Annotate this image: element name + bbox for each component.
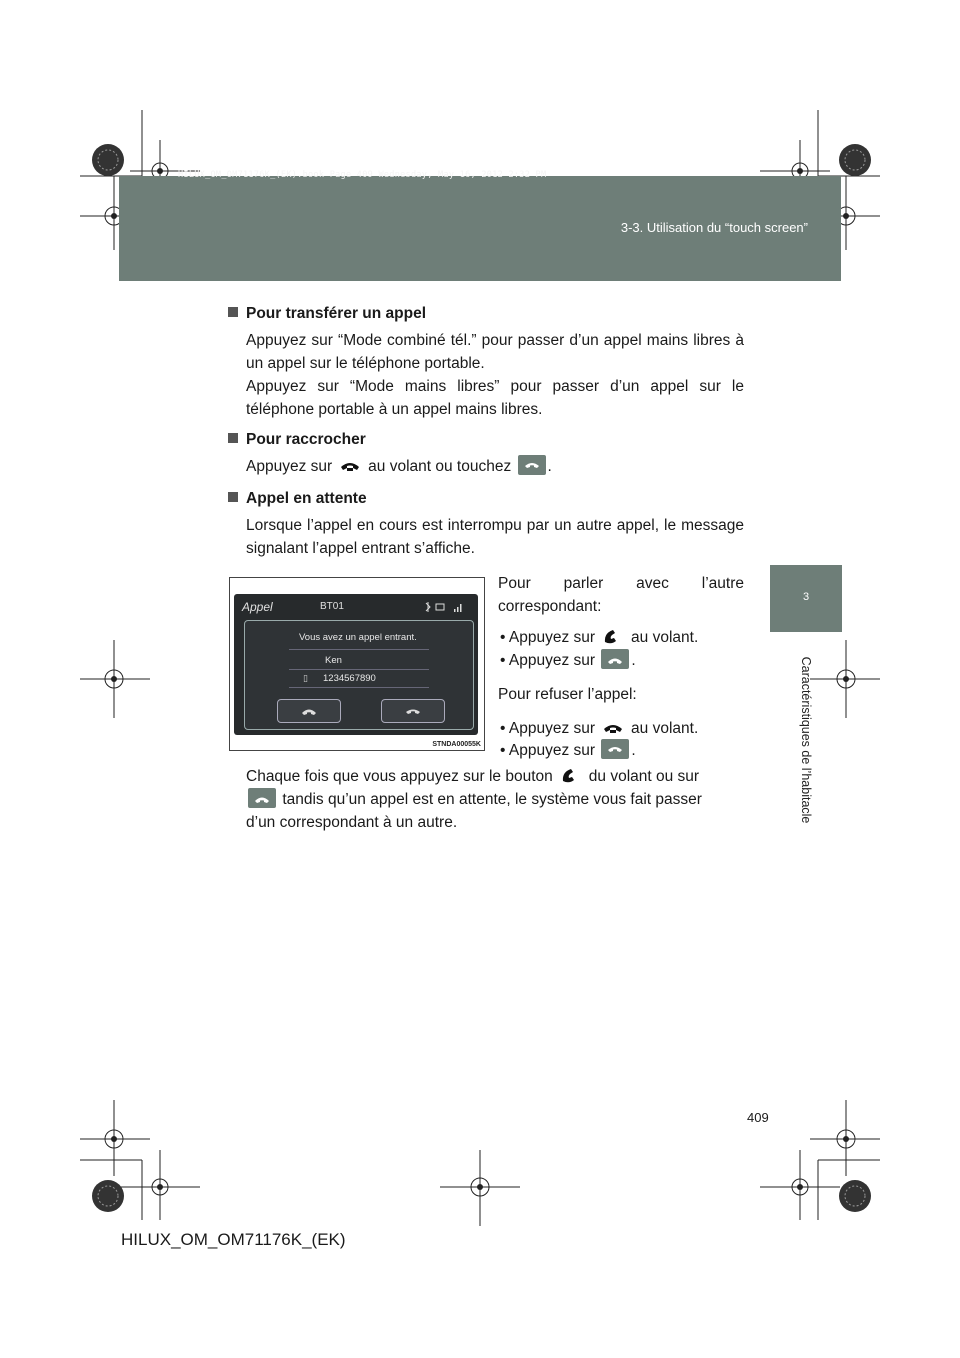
bullet-square-icon: [228, 433, 238, 443]
signal-icon: [424, 602, 464, 612]
hangup-phone-icon: [601, 718, 625, 736]
transfer-paragraph-1: Appuyez sur “Mode combiné tél.” pour passer d’un appel mains libres à un appel sur le téléphone portable.: [246, 332, 744, 372]
talk-phone-icon: [559, 766, 583, 784]
illustration-code: STNDA00055K: [432, 741, 481, 748]
heading-transfer: Pour transférer un appel: [228, 305, 426, 323]
waiting-paragraph: Lorsque l’appel en cours est interrompu par un autre appel, le message signalant l’appel entrant s’affiche.: [246, 517, 744, 557]
answer-button-icon: [248, 788, 276, 808]
closing-line-1: Chaque fois que vous appuyez sur le bouton du volant ou sur: [246, 768, 700, 785]
screen-title: Appel: [242, 600, 273, 614]
decline-call-button[interactable]: [381, 699, 445, 723]
hangup-text: Appuyez sur au volant ou touchez .: [246, 455, 552, 478]
refuse-intro: Pour refuser l’appel:: [498, 686, 637, 703]
refuse-bullet-1: • Appuyez sur au volant.: [500, 720, 699, 737]
refuse-bullet-2: • Appuyez sur .: [500, 739, 636, 762]
bullet-square-icon: [228, 307, 238, 317]
hangup-phone-icon: [338, 456, 362, 474]
end-call-button-icon: [518, 455, 546, 475]
talk-bullet-1: • Appuyez sur au volant.: [500, 629, 699, 646]
caller-name: Ken: [325, 655, 342, 666]
status-icons: [424, 602, 464, 614]
answer-phone-icon: [278, 700, 340, 722]
heading-waiting: Appel en attente: [228, 490, 367, 508]
divider: [289, 687, 429, 688]
divider: [289, 669, 429, 670]
touch-screen: [234, 594, 478, 735]
closing-line-2: tandis qu’un appel est en attente, le système vous fait passer: [246, 788, 744, 811]
caller-number: 1234567890: [323, 673, 376, 684]
talk-bullet-2: • Appuyez sur .: [500, 649, 636, 672]
device-name: BT01: [320, 601, 344, 612]
footer-doc-id: HILUX_OM_OM71176K_(EK): [121, 1230, 346, 1249]
book-info-line: HILUX_OM_OM71176K_(EK).book Page 409 Wednesday, May 16, 2012 2:32 PM: [178, 170, 547, 180]
answer-button-icon: [601, 649, 629, 669]
mobile-phone-icon: ▯: [303, 673, 308, 683]
section-title: 3-3. Utilisation du “touch screen”: [620, 220, 808, 235]
incoming-call-screenshot: [229, 577, 485, 751]
page-number: 409: [747, 1110, 769, 1125]
bullet-square-icon: [228, 492, 238, 502]
incoming-call-dialog: [244, 620, 474, 730]
chapter-label: Caractéristiques de l’habitacle: [799, 656, 813, 824]
incoming-call-message: Vous avez un appel entrant.: [299, 632, 417, 643]
chapter-number: 3: [802, 591, 810, 603]
talk-phone-icon: [601, 627, 625, 645]
closing-line-3: d’un correspondant à un autre.: [246, 814, 458, 831]
decline-button-icon: [601, 739, 629, 759]
divider: [289, 649, 429, 650]
answer-call-button[interactable]: [277, 699, 341, 723]
transfer-paragraph-2: Appuyez sur “Mode mains libres” pour passer d’un appel sur le téléphone portable à un appel mains libres.: [246, 378, 744, 418]
heading-hangup: Pour raccrocher: [228, 431, 366, 449]
talk-intro: Pour parler avec l’autre correspondant:: [498, 575, 744, 615]
chapter-tab: [770, 565, 842, 632]
decline-phone-icon: [382, 700, 444, 722]
